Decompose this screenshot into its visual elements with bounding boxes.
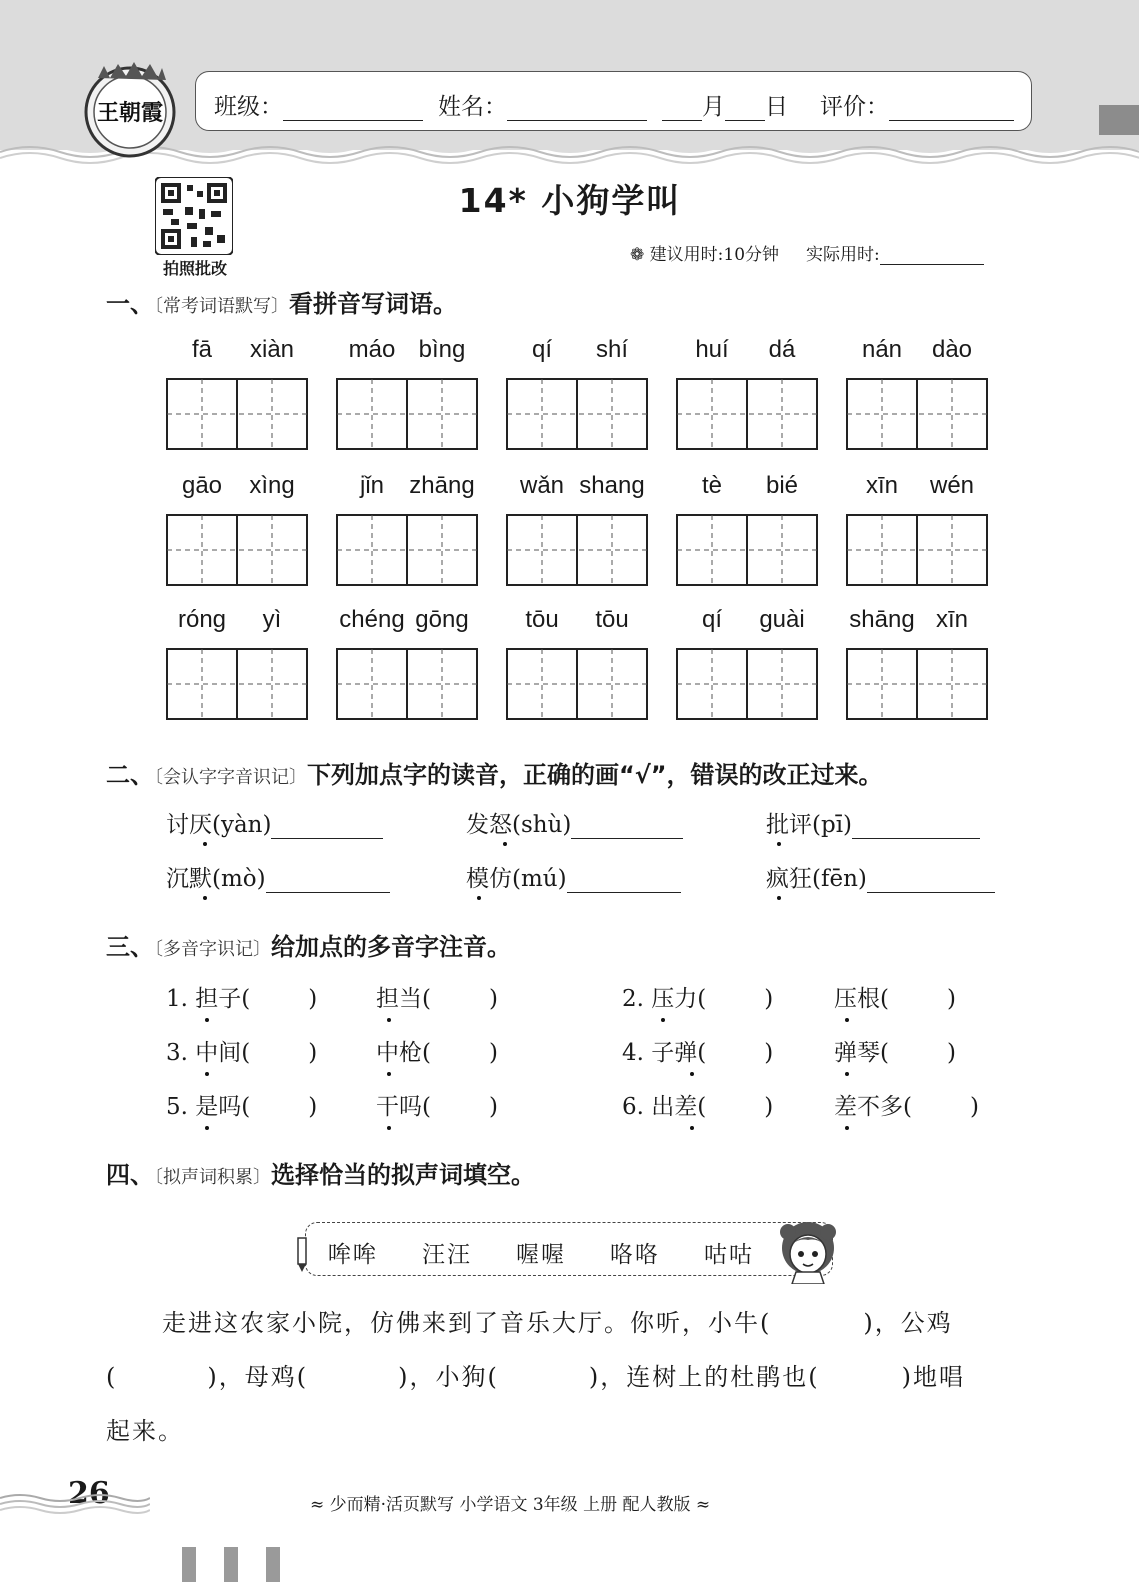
clock-icon: ❁ [630,245,645,265]
polyphone-item-8[interactable]: 弹琴( ) [834,1040,956,1066]
pinyin-label: gōng [415,606,469,633]
footer-info: ≈ 少而精·活页默写 小学语文 3年级 上册 配人教版 ≈ [310,1495,711,1515]
page-title: 14* 小狗学叫 [458,181,682,220]
polyphone-item-10[interactable]: 干吗( ) [376,1094,498,1120]
student-info-box [195,71,1032,131]
pinyin-label: tōu [525,606,559,633]
pinyin-label: shang [579,472,645,499]
pinyin-label: róng [177,606,227,633]
pinyin-label: qí [531,336,553,363]
writing-box[interactable] [506,378,648,450]
emphasis-dot [777,896,781,900]
pinyin-label: shí [595,336,629,363]
writing-box[interactable] [676,514,818,586]
polyphone-item-1[interactable]: 1. 担子( ) [166,986,318,1012]
footer-wave-decoration [0,1492,150,1522]
writing-box[interactable] [846,514,988,586]
logo-text: 王朝霞 [96,100,164,126]
emphasis-dot [845,1018,849,1022]
writing-box[interactable] [336,514,478,586]
emphasis-dot [203,896,207,900]
cloze-line-2: ( )，母鸡( )，小狗( )，连树上的杜鹃也( )地唱 [106,1363,965,1391]
pinyin-label: yì [262,606,282,633]
cloze-line-1: 走进这农家小院，仿佛来到了音乐大厅。你听，小牛( )，公鸡 [162,1309,953,1337]
emphasis-dot [205,1072,209,1076]
pinyin-label: xiàn [249,336,295,363]
pinyin-label: nán [861,336,903,363]
pinyin-label: xìng [249,472,295,499]
emphasis-dot [845,1072,849,1076]
evaluation-field[interactable]: 评价： [820,88,1014,121]
emphasis-dot [845,1126,849,1130]
pinyin-label: bìng [418,336,466,363]
girl-illustration [772,1212,844,1284]
time-info: ❁ 建议用时:10分钟 实际用时: [630,240,984,265]
word-option-1: 哞哞 [328,1242,378,1268]
writing-box[interactable] [676,648,818,720]
writing-box[interactable] [506,514,648,586]
pinyin-label: chéng [339,606,405,633]
pinyin-label: dào [931,336,973,363]
reading-item-1: 讨厌(yàn) [166,806,383,839]
pinyin-label: tè [701,472,723,499]
section2-heading: 二、〔会认字字音识记〕下列加点字的读音，正确的画“√”，错误的改正过来。 [106,761,883,789]
writing-box[interactable] [336,378,478,450]
writing-box[interactable] [166,514,308,586]
emphasis-dot [690,1072,694,1076]
footer-bar [182,1547,196,1582]
pinyin-label: tōu [595,606,629,633]
date-field[interactable]: 月 日 [662,88,788,121]
reading-item-3: 批评(pī) [766,806,980,839]
name-field[interactable]: 姓名： [438,88,647,121]
polyphone-item-4[interactable]: 压根( ) [834,986,956,1012]
pinyin-label: wén [929,472,975,499]
polyphone-item-3[interactable]: 2. 压力( ) [622,986,774,1012]
polyphone-item-11[interactable]: 6. 出差( ) [622,1094,774,1120]
writing-box[interactable] [846,378,988,450]
word-option-5: 咕咕 [704,1242,754,1268]
footer-bar [266,1547,280,1582]
writing-box[interactable] [846,648,988,720]
word-option-3: 喔喔 [516,1242,566,1268]
emphasis-dot [205,1018,209,1022]
emphasis-dot [387,1018,391,1022]
pinyin-label: xīn [865,472,899,499]
polyphone-item-12[interactable]: 差不多( ) [834,1094,979,1120]
reading-item-5: 模仿(mú) [466,860,681,893]
cloze-line-3: 起来。 [106,1417,184,1445]
writing-box[interactable] [166,378,308,450]
reading-item-6: 疯狂(fēn) [766,860,995,893]
pinyin-label: shāng [849,606,915,633]
footer-bar [224,1547,238,1582]
qr-label: 拍照批改 [162,259,227,278]
pinyin-label: fā [191,336,213,363]
pinyin-label: jǐn [359,472,385,499]
emphasis-dot [477,896,481,900]
writing-box[interactable] [336,648,478,720]
pinyin-label: qí [701,606,723,633]
pinyin-label: dá [768,336,796,363]
word-option-2: 汪汪 [422,1242,472,1268]
pinyin-label: zhāng [409,472,475,499]
section4-heading: 四、〔拟声词积累〕选择恰当的拟声词填空。 [106,1161,535,1189]
emphasis-dot [690,1126,694,1130]
writing-box[interactable] [506,648,648,720]
polyphone-item-2[interactable]: 担当( ) [376,986,498,1012]
emphasis-dot [661,1018,665,1022]
emphasis-dot [205,1126,209,1130]
writing-box[interactable] [676,378,818,450]
qr-code[interactable] [155,177,233,255]
side-tab [1099,105,1139,135]
reading-item-4: 沉默(mò) [166,860,390,893]
section3-heading: 三、〔多音字识记〕给加点的多音字注音。 [106,933,511,961]
reading-item-2: 发怒(shù) [466,806,683,839]
word-option-4: 咯咯 [610,1242,660,1268]
writing-box[interactable] [166,648,308,720]
pinyin-label: bié [765,472,799,499]
pinyin-label: máo [348,336,396,363]
class-field[interactable]: 班级： [214,88,423,121]
emphasis-dot [387,1126,391,1130]
brand-logo [82,60,178,160]
pinyin-label: guài [759,606,805,633]
pinyin-label: wǎn [519,472,565,499]
pinyin-label: gāo [181,472,223,499]
polyphone-item-5[interactable]: 3. 中间( ) [166,1040,318,1066]
pinyin-label: xīn [935,606,969,633]
page-number: 26 [68,1476,110,1511]
pinyin-label: huí [695,336,729,363]
emphasis-dot [777,842,781,846]
section1-heading: 一、〔常考词语默写〕看拼音写词语。 [106,290,457,318]
emphasis-dot [387,1072,391,1076]
polyphone-item-9[interactable]: 5. 是吗( ) [166,1094,318,1120]
emphasis-dot [203,842,207,846]
polyphone-item-7[interactable]: 4. 子弹( ) [622,1040,774,1066]
polyphone-item-6[interactable]: 中枪( ) [376,1040,498,1066]
pencil-icon [294,1236,310,1274]
emphasis-dot [503,842,507,846]
